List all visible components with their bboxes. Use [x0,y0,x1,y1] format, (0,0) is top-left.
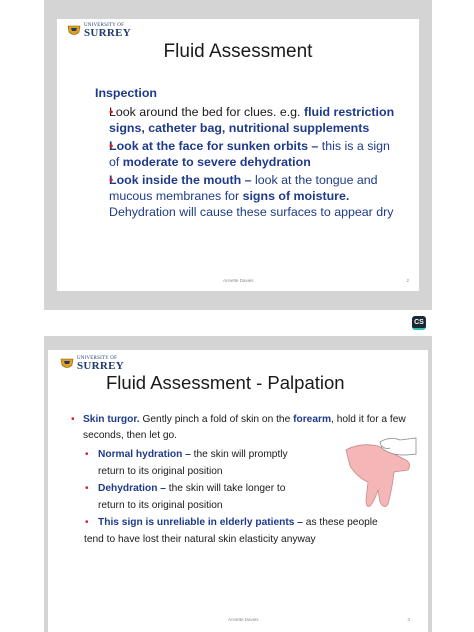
slide-title: Fluid Assessment [163,41,313,62]
logo-name-text: SURREY [77,360,125,372]
bullet-list [95,104,395,220]
list-item: • Dehydration – the skin will take longer to return to its original position [84,480,410,514]
university-logo [67,23,131,39]
list-item: • Skin turgor. Gently pinch a fold of skin on the forearm, hold it for a few seconds, then let go. [70,412,406,443]
logo-name-text: SURREY [84,27,132,39]
page-number: 2 [406,278,409,283]
slide-2 [48,350,428,632]
crest-icon [67,23,81,37]
logo-university-text: UNIVERSITY OF [84,23,125,28]
bullet-icon [71,412,75,428]
list-item: • Normal hydration – the skin will promptly return to its original position [84,446,410,480]
page-number: 3 [407,617,410,622]
footer-author: Annette Davies [228,617,259,622]
cs-badge: CS [412,316,426,330]
footer-author: Annette Davies [223,278,254,283]
slide-frame-2 [44,336,432,632]
skin-pinch-illustration [340,432,418,516]
list-item: • Look around the bed for clues. e.g. fluid restriction signs, catheter bag, nutritional supplements [95,104,395,136]
list-item: • Look inside the mouth – look at the tongue and mucous membranes for signs of moisture. Dehydration will cause these surfaces to appear dry [95,172,395,220]
crest-icon [60,356,74,370]
slide-1 [57,19,419,291]
slide-frame-1 [44,0,432,310]
bullet-icon [85,514,89,531]
bullet-icon [85,446,89,463]
logo-university-text: UNIVERSITY OF [77,356,118,361]
list-item: • This sign is unreliable in elderly patients – as these people tend to have lost their natural skin elasticity anyway [70,514,410,548]
bullet-icon [85,480,89,497]
university-logo [60,356,124,372]
section-heading: Inspection [95,86,157,100]
slide-title: Fluid Assessment - Palpation [106,372,345,393]
list-item: • Look at the face for sunken orbits – this is a sign of moderate to severe dehydration [95,138,395,170]
slide-body [95,85,395,220]
